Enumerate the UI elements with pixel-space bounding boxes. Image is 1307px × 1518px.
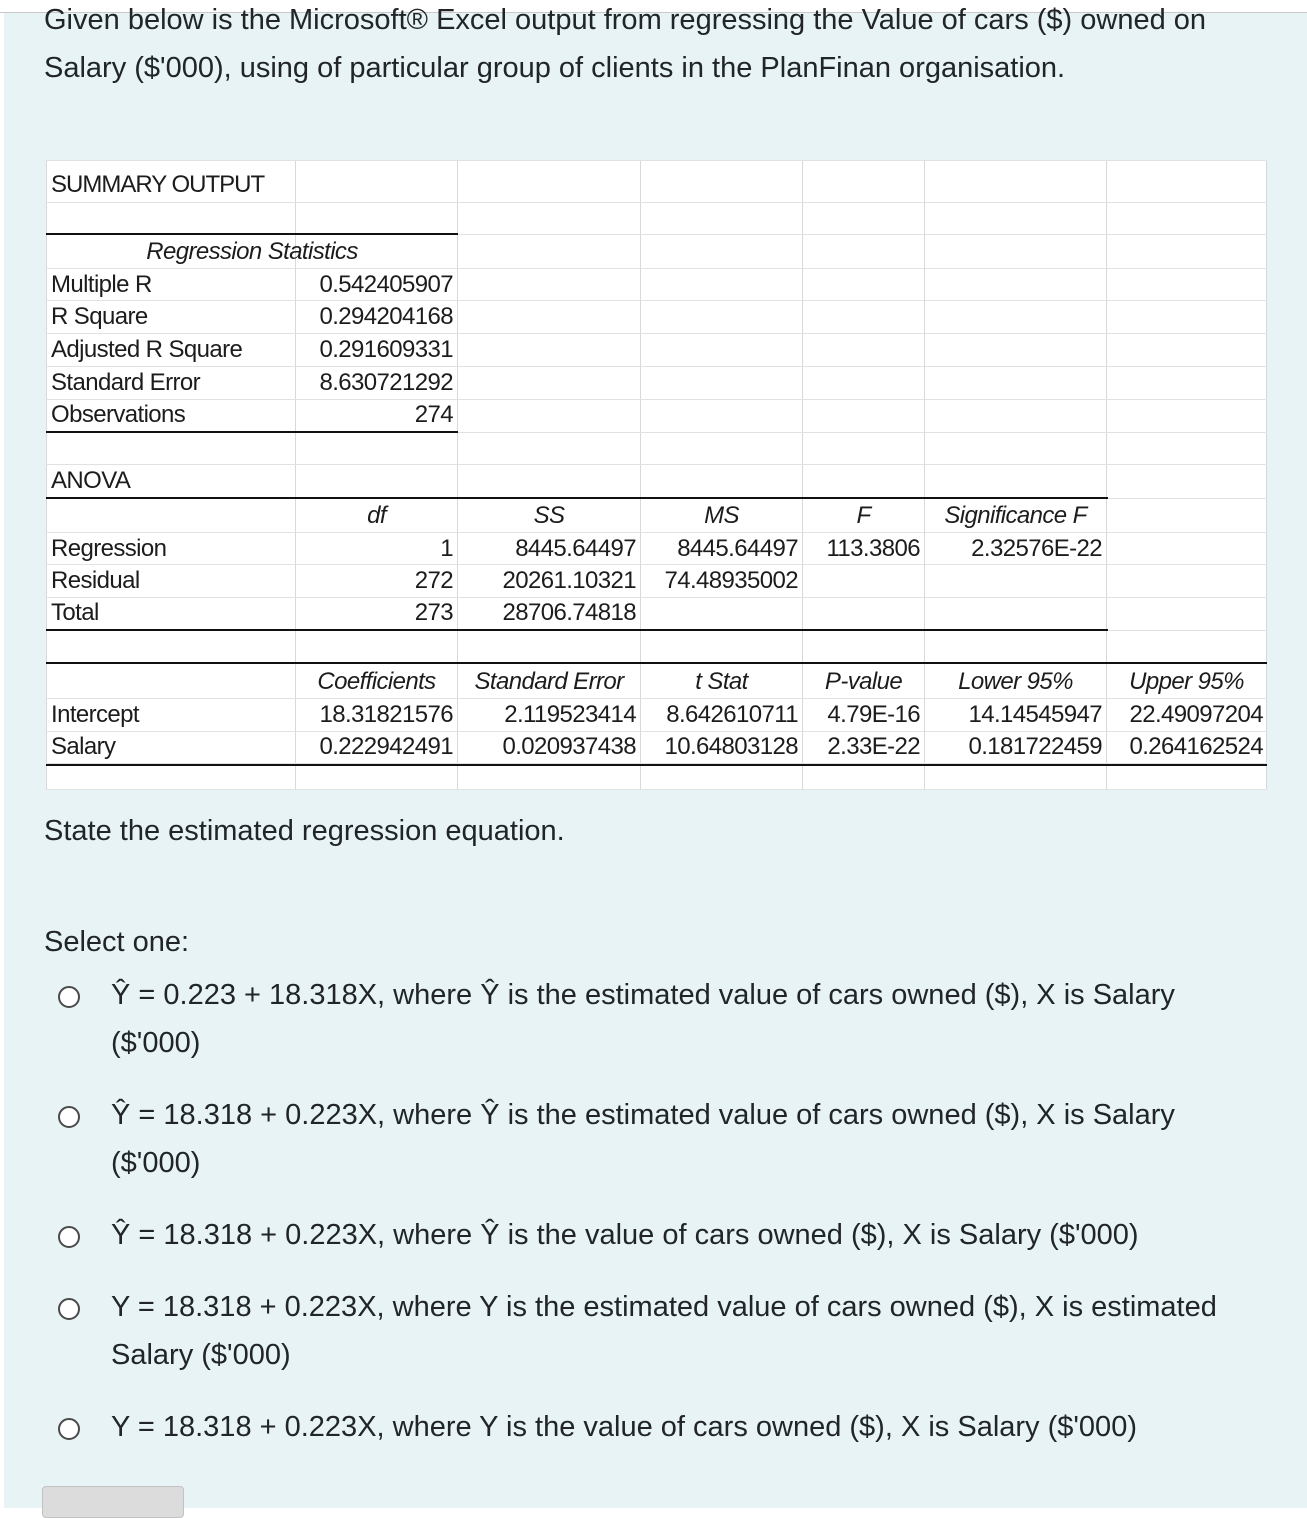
coef-value: 14.14545947 xyxy=(968,701,1102,728)
answer-option-label[interactable]: Y = 18.318 + 0.223X, where Y is the estimated value of cars owned ($), X is estimated Salary ($'000) xyxy=(111,1291,1217,1371)
coef-header: t Stat xyxy=(695,668,748,695)
question-intro: Given below is the Microsoft® Excel output from regressing the Value of cars ($) owned on Salary ($'000), using of particular group of clients in the PlanFinan organisation. xyxy=(44,4,1207,84)
radio-button[interactable] xyxy=(58,1298,80,1320)
reg-stat-label: Multiple R xyxy=(51,271,152,298)
coef-header: Standard Error xyxy=(474,668,624,695)
anova-df: 1 xyxy=(440,535,453,562)
reg-stat-value: 0.291609331 xyxy=(319,336,453,363)
anova-ss: 28706.74818 xyxy=(502,599,636,626)
anova-ss: 20261.10321 xyxy=(502,567,636,594)
summary-title: SUMMARY OUTPUT xyxy=(51,171,265,198)
anova-title: ANOVA xyxy=(51,467,131,494)
reg-stat-value: 274 xyxy=(414,401,453,428)
reg-stat-value: 0.294204168 xyxy=(319,303,453,330)
coef-value: 0.222942491 xyxy=(319,733,453,760)
anova-ss: 8445.64497 xyxy=(515,535,636,562)
reg-stat-value: 8.630721292 xyxy=(319,369,453,396)
anova-header: df xyxy=(367,502,386,529)
coef-value: 0.264162524 xyxy=(1129,733,1263,760)
anova-ms: 8445.64497 xyxy=(677,535,798,562)
anova-row-label: Regression xyxy=(51,535,167,562)
radio-button[interactable] xyxy=(58,986,80,1008)
anova-row-label: Residual xyxy=(51,567,140,594)
anova-sig: 2.32576E-22 xyxy=(971,535,1102,562)
question-prompt: State the estimated regression equation. xyxy=(44,815,565,847)
anova-ms: 74.48935002 xyxy=(664,567,798,594)
anova-header: MS xyxy=(704,502,739,529)
reg-stats-header: Regression Statistics xyxy=(146,238,358,265)
check-button[interactable] xyxy=(42,1486,184,1518)
reg-stat-label: R Square xyxy=(51,303,148,330)
answer-option-label[interactable]: Ŷ = 0.223 + 18.318X, where Ŷ is the estimated value of cars owned ($), X is Salary ($'000) xyxy=(111,979,1175,1059)
answer-option-label[interactable]: Y = 18.318 + 0.223X, where Y is the value of cars owned ($), X is Salary ($'000) xyxy=(111,1411,1137,1443)
anova-header: F xyxy=(856,502,871,529)
excel-regression-output xyxy=(46,160,1267,790)
coef-header: P-value xyxy=(824,668,903,695)
radio-button[interactable] xyxy=(58,1418,80,1440)
coef-value: 4.79E-16 xyxy=(827,701,920,728)
reg-stat-label: Adjusted R Square xyxy=(51,336,243,363)
reg-stat-label: Observations xyxy=(51,401,186,428)
coef-row-label: Salary xyxy=(51,733,116,760)
coef-value: 2.119523414 xyxy=(504,701,636,728)
reg-stat-value: 0.542405907 xyxy=(319,271,453,298)
anova-df: 273 xyxy=(414,599,453,626)
anova-row-label: Total xyxy=(51,599,99,626)
select-one-label: Select one: xyxy=(44,926,190,958)
radio-button[interactable] xyxy=(58,1226,80,1248)
answer-option-label[interactable]: Ŷ = 18.318 + 0.223X, where Ŷ is the estimated value of cars owned ($), X is Salary ($'000) xyxy=(111,1099,1175,1179)
coef-value: 10.64803128 xyxy=(664,733,798,760)
coef-header: Upper 95% xyxy=(1129,668,1244,695)
radio-button[interactable] xyxy=(58,1106,80,1128)
coef-value: 0.020937438 xyxy=(502,733,636,760)
coef-value: 8.642610711 xyxy=(666,701,798,728)
anova-df: 272 xyxy=(414,567,453,594)
coef-value: 0.181722459 xyxy=(968,733,1102,760)
reg-stat-label: Standard Error xyxy=(51,369,201,396)
coef-value: 2.33E-22 xyxy=(827,733,920,760)
anova-header: Significance F xyxy=(944,502,1087,529)
coef-header: Coefficients xyxy=(317,668,436,695)
coef-value: 22.49097204 xyxy=(1129,701,1263,728)
coef-header: Lower 95% xyxy=(958,668,1073,695)
coef-row-label: Intercept xyxy=(51,701,139,728)
coef-value: 18.31821576 xyxy=(319,701,453,728)
anova-header: SS xyxy=(533,502,565,529)
answer-option-label[interactable]: Ŷ = 18.318 + 0.223X, where Ŷ is the value of cars owned ($), X is Salary ($'000) xyxy=(111,1219,1139,1251)
anova-f: 113.3806 xyxy=(826,535,920,562)
